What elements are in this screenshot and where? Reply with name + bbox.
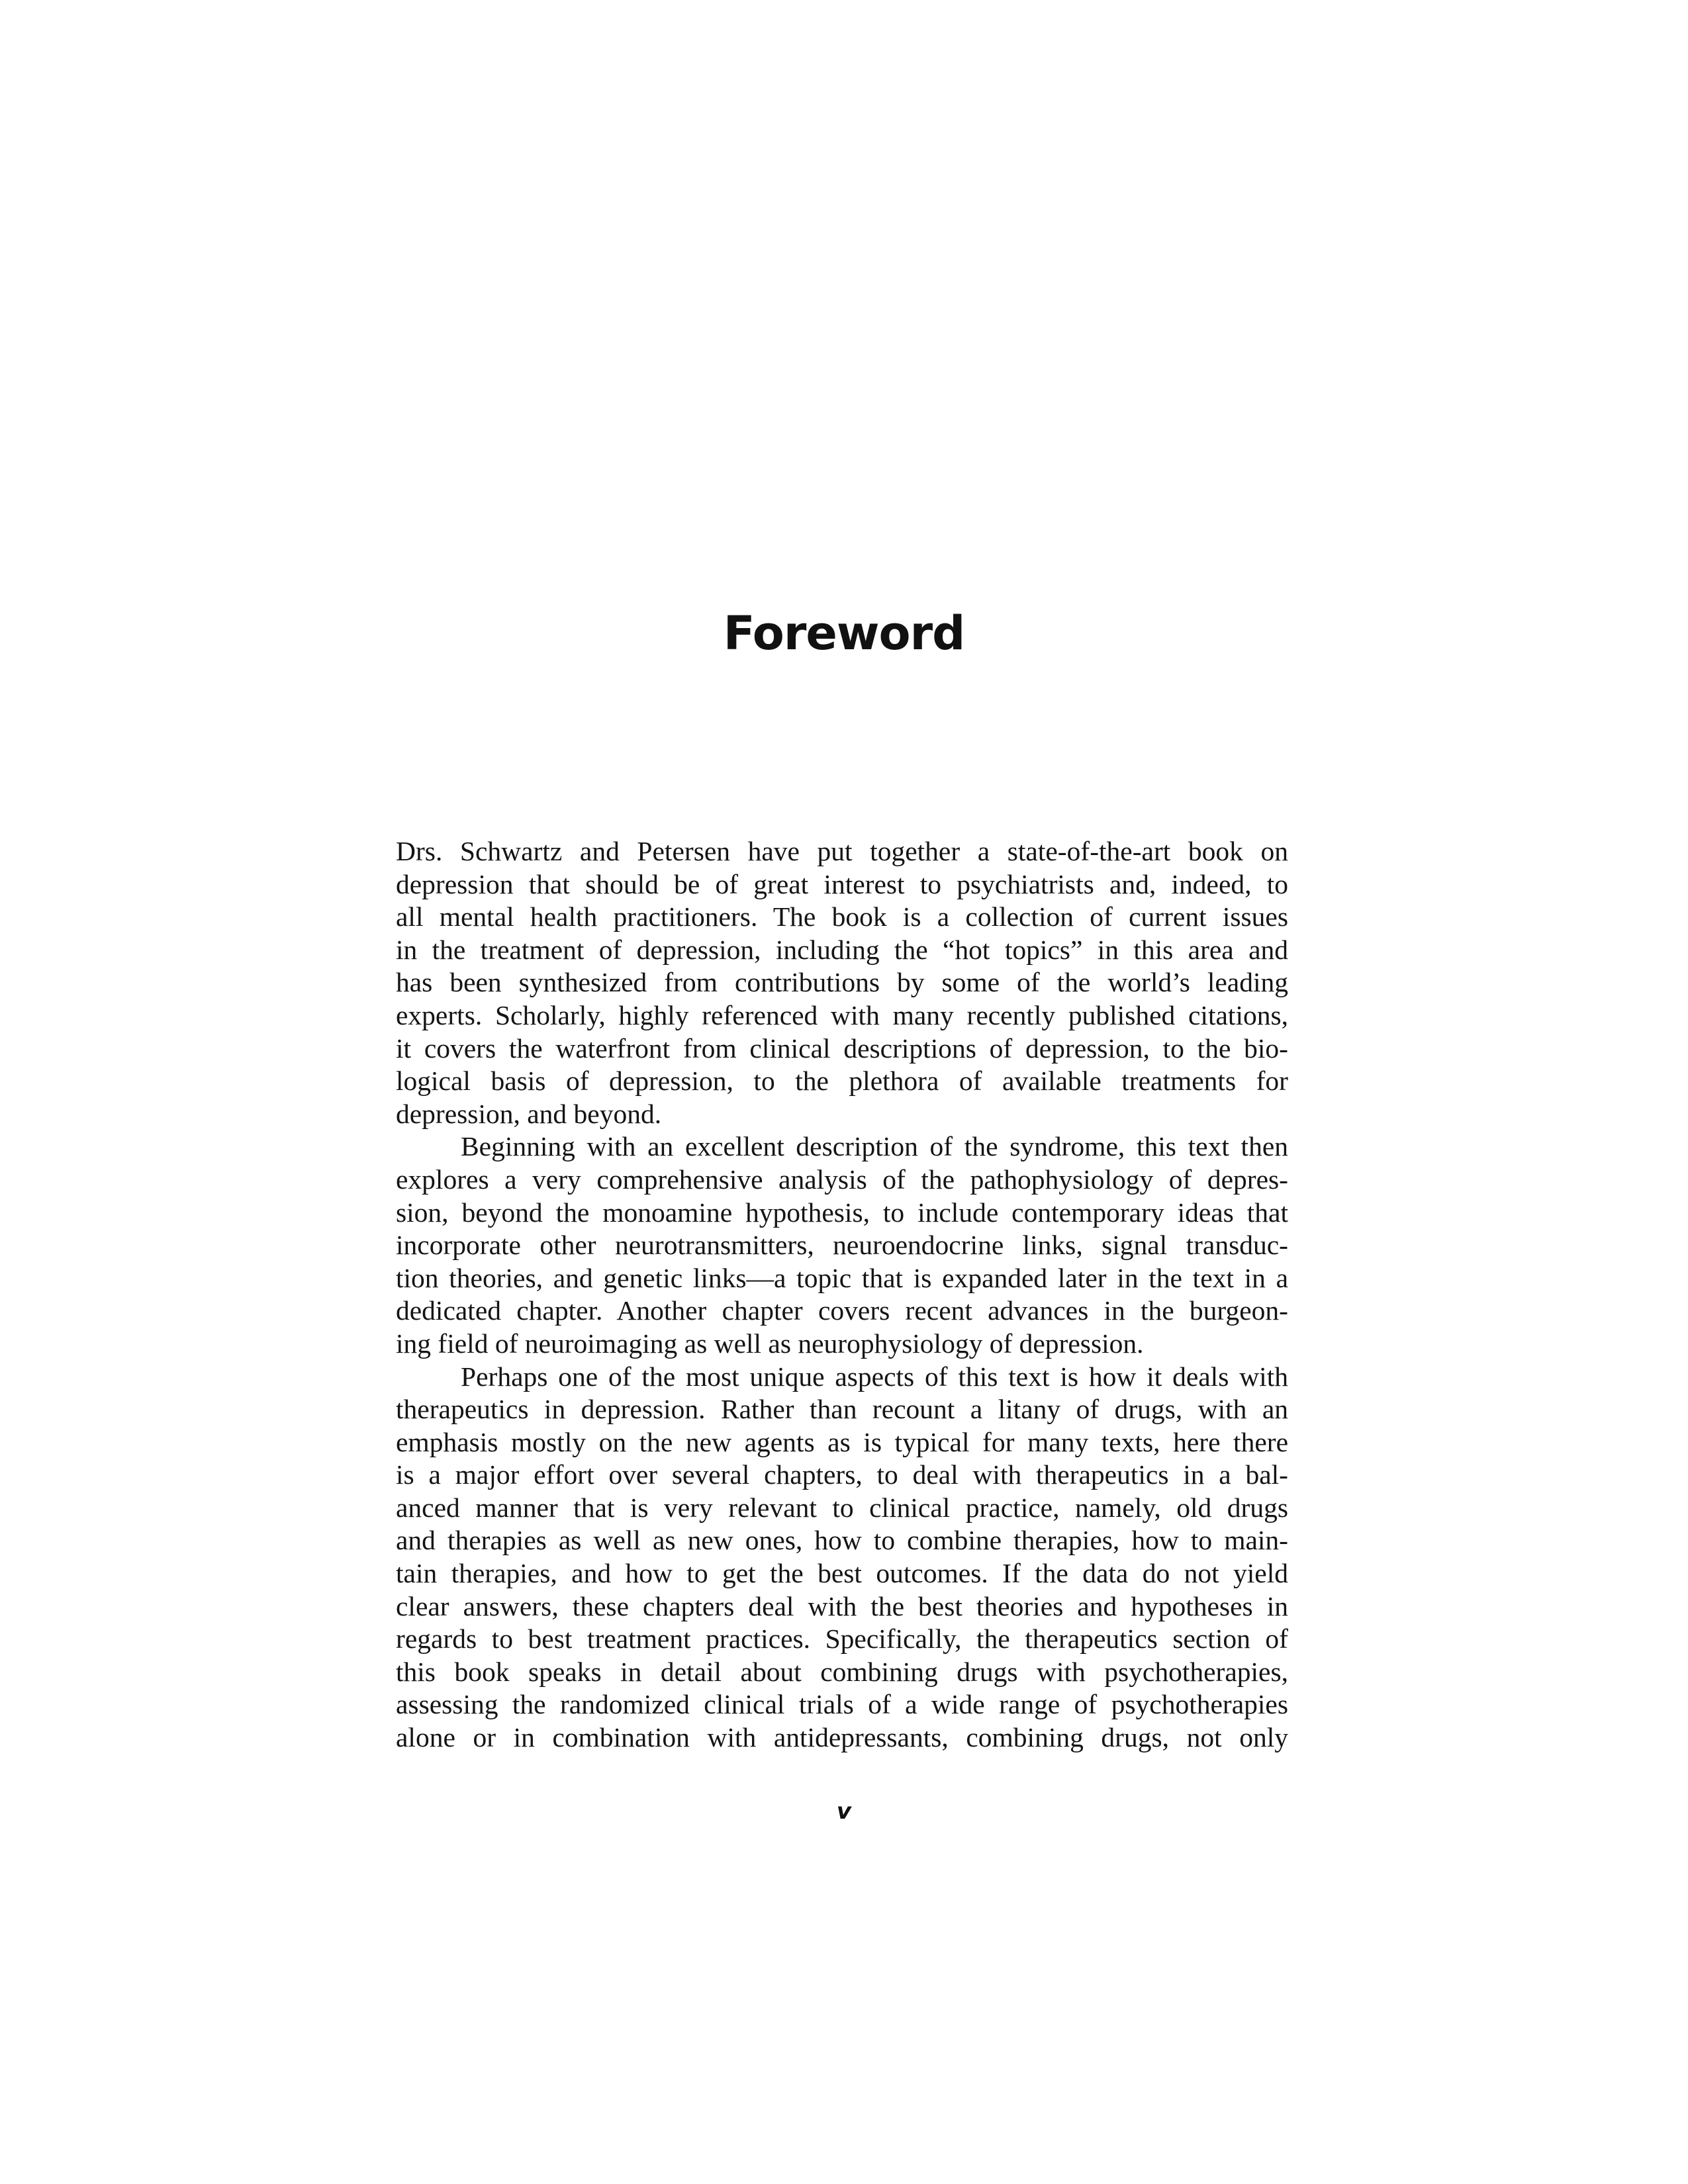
- text-line: it covers the waterfront from clinical descriptions of depression, to the bio-: [396, 1032, 1288, 1064]
- text-line: depression that should be of great interest to psychiatrists and, indeed, to: [396, 868, 1288, 899]
- page-number: v: [836, 1798, 852, 1825]
- text-line: emphasis mostly on the new agents as is typical for many texts, here there: [396, 1426, 1288, 1457]
- text-line: is a major effort over several chapters, to deal with therapeutics in a bal-: [396, 1459, 1288, 1490]
- text-line: experts. Scholarly, highly referenced with many recently published citations,: [396, 999, 1288, 1030]
- text-line: regards to best treatment practices. Specifically, the therapeutics section of: [396, 1623, 1288, 1655]
- text-line: Beginning with an excellent description of the syndrome, this text then: [461, 1131, 1288, 1162]
- foreword-body: [396, 835, 1288, 1754]
- paragraph-2: [396, 1130, 1288, 1360]
- text-line: this book speaks in detail about combining drugs with psychotherapies,: [396, 1656, 1288, 1687]
- text-line: explores a very comprehensive analysis of the pathophysiology of depres-: [396, 1163, 1288, 1195]
- text-line: tion theories, and genetic links—a topic that is expanded later in the text in a: [396, 1262, 1288, 1293]
- paragraph-3: [396, 1361, 1288, 1754]
- text-line: dedicated chapter. Another chapter covers recent advances in the burgeon-: [396, 1295, 1288, 1326]
- text-line: depression, and beyond.: [396, 1098, 662, 1129]
- paragraph-1: [396, 835, 1288, 1130]
- text-line: ing field of neuroimaging as well as neurophysiology of depression.: [396, 1328, 1144, 1359]
- text-line: in the treatment of depression, including the “hot topics” in this area and: [396, 934, 1288, 965]
- text-line: all mental health practitioners. The book is a collection of current issues: [396, 901, 1288, 933]
- text-line: therapeutics in depression. Rather than recount a litany of drugs, with an: [396, 1394, 1288, 1425]
- text-line: Drs. Schwartz and Petersen have put together a state-of-the-art book on: [396, 836, 1288, 866]
- text-line: logical basis of depression, to the plethora of available treatments for: [396, 1066, 1288, 1097]
- text-line: anced manner that is very relevant to clinical practice, namely, old drugs: [396, 1492, 1288, 1523]
- page-title: Foreword: [723, 606, 965, 660]
- text-line: incorporate other neurotransmitters, neuroendocrine links, signal transduc-: [396, 1230, 1288, 1261]
- text-line: tain therapies, and how to get the best outcomes. If the data do not yield: [396, 1558, 1288, 1589]
- text-line: and therapies as well as new ones, how to combine therapies, how to main-: [396, 1525, 1288, 1556]
- text-line: has been synthesized from contributions by some of the world’s leading: [396, 967, 1288, 998]
- text-line: sion, beyond the monoamine hypothesis, to include contemporary ideas that: [396, 1197, 1288, 1228]
- text-line: clear answers, these chapters deal with the best theories and hypotheses in: [396, 1590, 1288, 1621]
- text-line: alone or in combination with antidepressants, combining drugs, not only: [396, 1722, 1288, 1753]
- text-line: Perhaps one of the most unique aspects of this text is how it deals with: [461, 1361, 1288, 1392]
- text-line: assessing the randomized clinical trials of a wide range of psychotherapies: [396, 1689, 1288, 1720]
